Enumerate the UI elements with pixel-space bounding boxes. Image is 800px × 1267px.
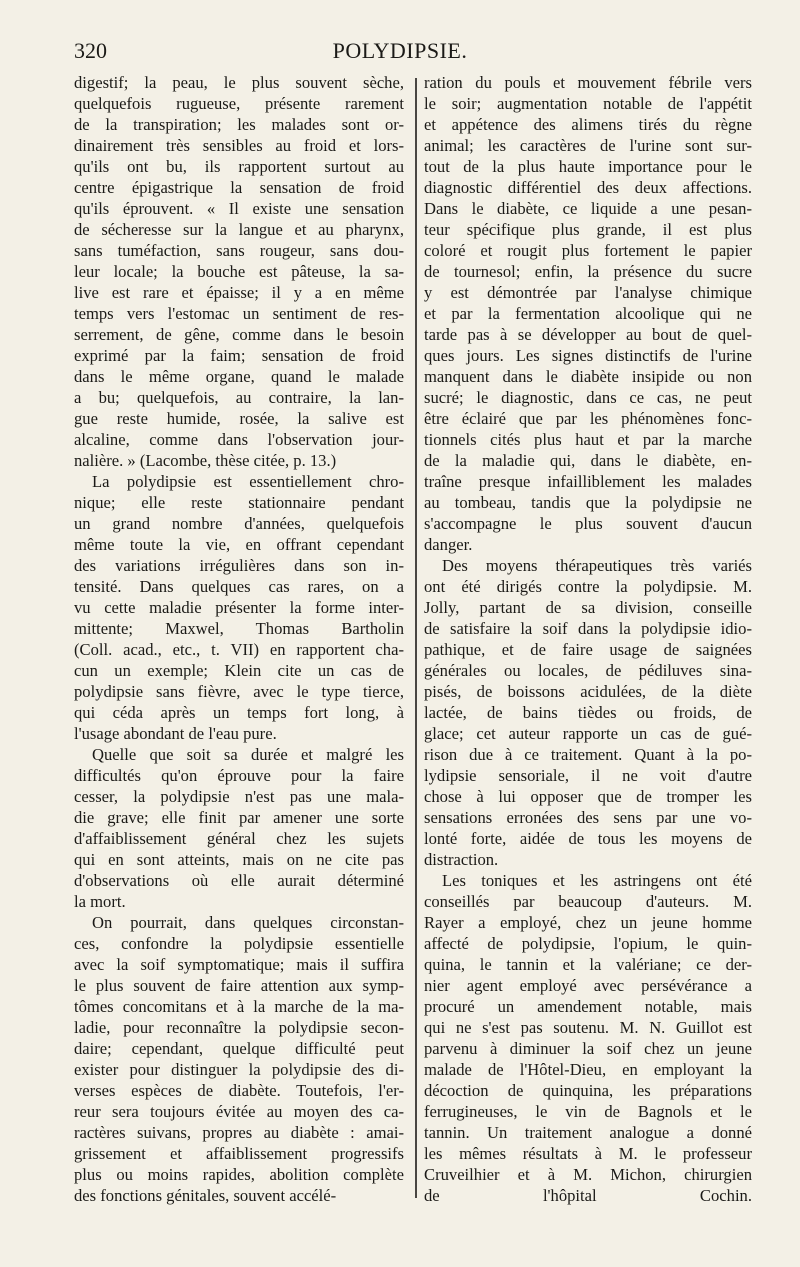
text-line: difficultés qu'on éprouve pour la faire	[74, 766, 404, 785]
text-line: conseillés par beaucoup d'auteurs. M.	[424, 892, 752, 911]
text-line: tensité. Dans quelques cas rares, on a	[74, 577, 404, 596]
text-line: distraction.	[424, 850, 499, 869]
text-line: digestif; la peau, le plus souvent sèche,	[74, 73, 404, 92]
text-line: Quelle que soit sa durée et malgré les	[92, 745, 404, 764]
text-line: grissement et affaiblissement progressifs	[74, 1144, 404, 1163]
right-column	[424, 72, 752, 1206]
text-line: teur spécifique plus grande, il est plus	[424, 220, 752, 239]
text-line: ces, confondre la polydipsie essentielle	[74, 934, 404, 953]
running-head: POLYDIPSIE.	[332, 38, 468, 63]
text-line: avec la soif symptomatique; mais il suffira	[74, 955, 404, 974]
text-line: Dans le diabète, ce liquide a une pesan-	[424, 199, 752, 218]
text-line: les mêmes résultats à M. le professeur	[424, 1144, 752, 1163]
text-line: de satisfaire la soif dans la polydipsie idio-	[424, 619, 752, 638]
text-line: Cruveilhier et à M. Michon, chirurgien	[424, 1165, 752, 1184]
text-line: qui ne s'est pas soutenu. M. N. Guillot est	[424, 1018, 752, 1037]
text-line: parvenu à diminuer la soif chez un jeune	[424, 1039, 752, 1058]
text-line: nier agent employé avec persévérance a	[424, 976, 752, 995]
text-line: quina, le tannin et la valériane; ce der-	[424, 955, 752, 974]
text-line: Les toniques et les astringens ont été	[442, 871, 752, 890]
text-line: exister pour distinguer la polydipsie des di-	[74, 1060, 404, 1079]
text-line: au tombeau, tandis que la polydipsie ne	[424, 493, 752, 512]
text-line: tarde pas à se développer au bout de quel-	[424, 325, 752, 344]
text-line: qu'ils éprouvent. « Il existe une sensation	[74, 199, 404, 218]
text-line: de la maladie qui, dans le diabète, en-	[424, 451, 752, 470]
text-line: quelquefois rugueuse, présente rarement	[74, 94, 404, 113]
page-header	[0, 38, 800, 68]
text-line: (Coll. acad., etc., t. VII) en rapportent cha-	[74, 640, 404, 659]
text-line: pisés, de boissons acidulées, de la diète	[424, 682, 752, 701]
text-line: tionnels cités plus haut et par la marche	[424, 430, 752, 449]
text-line: cun un exemple; Klein cite un cas de	[74, 661, 404, 680]
text-line: le plus souvent de faire attention aux symp-	[74, 976, 404, 995]
text-line: s'accompagne le plus souvent d'aucun	[424, 514, 752, 533]
text-line: gue reste humide, rosée, la salive est	[74, 409, 404, 428]
text-line: de tournesol; enfin, la présence du sucre	[424, 262, 752, 281]
text-line: décoction de quinquina, les préparations	[424, 1081, 752, 1100]
text-line: lydipsie sensoriale, il ne voit d'autre	[424, 766, 752, 785]
text-line: live est rare et épaisse; il y a en même	[74, 283, 404, 302]
text-line: nalière. » (Lacombe, thèse citée, p. 13.)	[74, 451, 337, 470]
text-line: la mort.	[74, 892, 126, 911]
left-column	[74, 72, 404, 1206]
text-line: a bu; quelquefois, au contraire, la lan-	[74, 388, 404, 407]
text-line: reur sera toujours évitée au moyen des ca-	[74, 1102, 404, 1121]
text-line: vu cette maladie présenter la forme inter-	[74, 598, 404, 617]
text-line: danger.	[424, 535, 473, 554]
text-line: qu'ils ont bu, ils rapportent surtout au	[74, 157, 404, 176]
text-line: être éclairé que par les phénomènes fonc-	[424, 409, 752, 428]
text-line: lonté forte, aidée de tous les moyens de	[424, 829, 752, 848]
text-line: diagnostic différentiel des deux affections.	[424, 178, 752, 197]
text-line: dans le même organe, quand le malade	[74, 367, 404, 386]
text-line: des fonctions génitales, souvent accélé-	[74, 1186, 337, 1205]
column-divider	[415, 78, 417, 1198]
text-line: un grand nombre d'années, quelquefois	[74, 514, 404, 533]
text-line: le soir; augmentation notable de l'appétit	[424, 94, 752, 113]
text-line: cesser, la polydipsie n'est pas une mala-	[74, 787, 404, 806]
text-line: y est démontrée par l'analyse chimique	[424, 283, 752, 302]
text-line: Des moyens thérapeutiques très variés	[442, 556, 752, 575]
text-line: alcaline, comme dans l'observation jour-	[74, 430, 404, 449]
text-line: daire; cependant, quelque difficulté peut	[74, 1039, 404, 1058]
text-line: temps vers l'estomac un sentiment de res-	[74, 304, 404, 323]
text-line: affecté de polydipsie, l'opium, le quin-	[424, 934, 752, 953]
text-line: On pourrait, dans quelques circonstan-	[92, 913, 404, 932]
text-line: des variations irrégulières dans son in-	[74, 556, 404, 575]
text-line: de la transpiration; les malades sont or-	[74, 115, 404, 134]
text-line: centre épigastrique la sensation de froid	[74, 178, 404, 197]
text-line: animal; les caractères de l'urine sont sur-	[424, 136, 752, 155]
text-line: de sécheresse sur la langue et au pharynx,	[74, 220, 404, 239]
text-line: serrement, de gêne, comme dans le besoin	[74, 325, 404, 344]
text-line: Jolly, partant de sa division, conseille	[424, 598, 752, 617]
text-line: polydipsie sans fièvre, avec le type tierce,	[74, 682, 404, 701]
text-line: chose à lui opposer que de tromper les	[424, 787, 752, 806]
text-line: malade de l'Hôtel-Dieu, en employant la	[424, 1060, 752, 1079]
text-line: verses espèces de diabète. Toutefois, l'er-	[74, 1081, 404, 1100]
text-line: ont été dirigés contre la polydipsie. M.	[424, 577, 752, 596]
text-line: d'affaiblissement général chez les sujets	[74, 829, 404, 848]
text-line: La polydipsie est essentiellement chro-	[92, 472, 404, 491]
text-line: mittente; Maxwel, Thomas Bartholin	[74, 619, 404, 638]
text-line: nique; elle reste stationnaire pendant	[74, 493, 404, 512]
text-line: et appétence des alimens tirés du règne	[424, 115, 752, 134]
text-line: pathique, et de faire usage de saignées	[424, 640, 752, 659]
page-number: 320	[74, 38, 107, 63]
text-line: sucré; le diagnostic, dans ce cas, ne peut	[424, 388, 752, 407]
text-line: exprimé par la faim; sensation de froid	[74, 346, 404, 365]
text-line: traîne presque infailliblement les malades	[424, 472, 752, 491]
text-line: qui céda après un temps fort long, à	[74, 703, 404, 722]
text-line: Rayer a employé, chez un jeune homme	[424, 913, 752, 932]
text-line: tannin. Un traitement analogue a donné	[424, 1123, 752, 1142]
text-line: et par la fermentation alcoolique qui ne	[424, 304, 752, 323]
text-line: plus ou moins rapides, abolition complète	[74, 1165, 404, 1184]
text-line: ladie, pour reconnaître la polydipsie secon-	[74, 1018, 404, 1037]
text-line: coloré et rougit plus fortement le papier	[424, 241, 752, 260]
text-line: leur locale; la bouche est pâteuse, la sa-	[74, 262, 404, 281]
text-line: lactée, de bains tièdes ou froids, de	[424, 703, 752, 722]
text-line: ferrugineuses, le vin de Bagnols et le	[424, 1102, 752, 1121]
text-line: générales ou locales, de pédiluves sina-	[424, 661, 752, 680]
text-line: ques jours. Les signes distinctifs de l'urine	[424, 346, 752, 365]
text-line: même toute la vie, en offrant cependant	[74, 535, 404, 554]
text-line: de l'hôpital Cochin.	[424, 1186, 752, 1205]
text-line: d'observations où elle aurait déterminé	[74, 871, 404, 890]
text-line: glace; cet auteur rapporte un cas de gué-	[424, 724, 752, 743]
text-line: rison due à ce traitement. Quant à la po-	[424, 745, 752, 764]
text-line: procuré un amendement notable, mais	[424, 997, 752, 1016]
text-line: qui en sont atteints, mais on ne cite pas	[74, 850, 404, 869]
text-line: tout de la plus haute importance pour le	[424, 157, 752, 176]
text-line: ractères suivans, propres au diabète : amai-	[74, 1123, 404, 1142]
text-line: manquent dans le diabète insipide ou non	[424, 367, 752, 386]
text-line: sensations erronées des sens par une vo-	[424, 808, 752, 827]
text-line: l'usage abondant de l'eau pure.	[74, 724, 277, 743]
text-line: tômes concomitans et à la marche de la ma-	[74, 997, 404, 1016]
text-line: dinairement très sensibles au froid et lors-	[74, 136, 404, 155]
text-line: die grave; elle finit par amener une sorte	[74, 808, 404, 827]
text-line: sans tuméfaction, sans rougeur, sans dou-	[74, 241, 404, 260]
text-line: ration du pouls et mouvement fébrile vers	[424, 73, 752, 92]
